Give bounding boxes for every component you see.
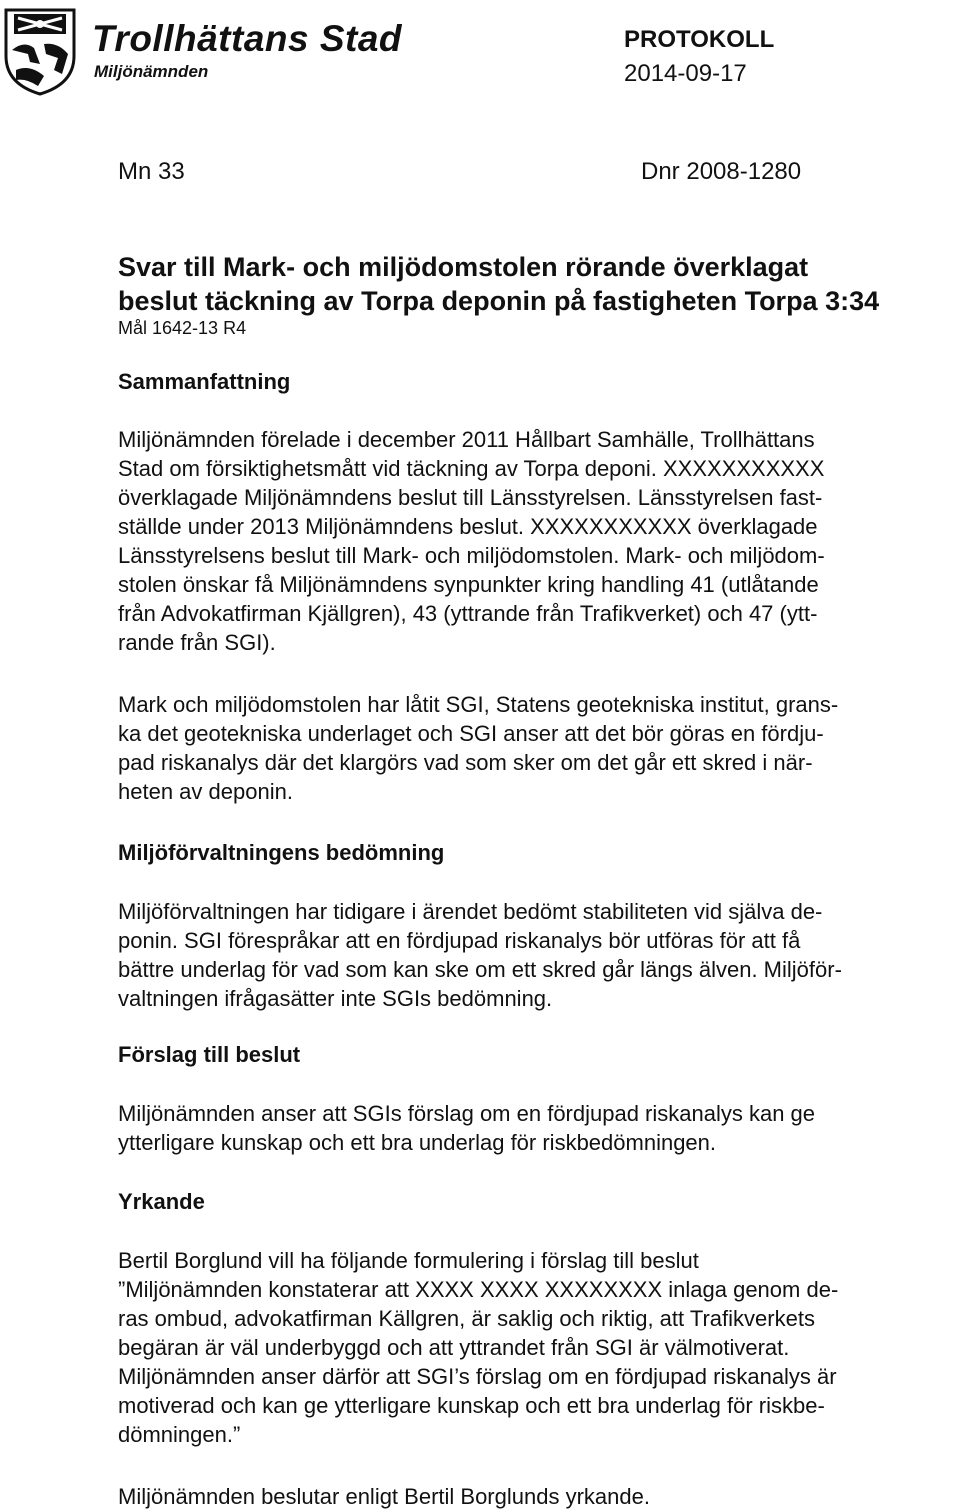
text-line: ytterligare kunskap och ett bra underlag för riskbedömningen. [118, 1130, 717, 1155]
text-line: rande från SGI). [118, 630, 276, 655]
text-line: Bertil Borglund vill ha följande formulering i förslag till beslut [118, 1248, 699, 1273]
city-coat-of-arms-logo [0, 4, 80, 96]
text-line: begäran är väl underbyggd och att yttrandet från SGI är välmotiverat. [118, 1335, 790, 1360]
assessment-heading: Miljöförvaltningens bedömning [118, 840, 445, 865]
text-line: motiverad och kan ge ytterligare kunskap och ett bra underlag för riskbe- [118, 1393, 825, 1418]
title-line: Svar till Mark- och miljödomstolen rörande överklagat [118, 252, 809, 282]
organization-name: Trollhättans Stad [92, 18, 403, 59]
decision-paragraph [118, 1482, 958, 1511]
text-line: ponin. SGI förespråkar att en fördjupad riskanalys bör utföras för att få [118, 928, 801, 953]
text-line: Stad om försiktighetsmått vid täckning av Torpa deponi. XXXXXXXXXXX [118, 456, 825, 481]
text-line: ka det geotekniska underlaget och SGI anser att det bör göras en fördju- [118, 721, 824, 746]
proposal-heading: Förslag till beslut [118, 1042, 301, 1067]
text-line: ras ombud, advokatfirman Källgren, är saklig och riktig, att Trafikverkets [118, 1306, 815, 1331]
document-title [118, 250, 958, 318]
organization-committee: Miljönämnden [94, 62, 209, 81]
proposal-paragraph [118, 1099, 958, 1157]
text-line: dömningen.” [118, 1422, 241, 1447]
text-line: Mark och miljödomstolen har låtit SGI, Statens geotekniska institut, grans- [118, 692, 839, 717]
text-line: från Advokatfirman Kjällgren), 43 (yttrande från Trafikverket) och 47 (ytt- [118, 601, 818, 626]
document-type: PROTOKOLL [624, 26, 775, 53]
assessment-paragraph [118, 897, 958, 1013]
text-line: ”Miljönämnden konstaterar att XXXX XXXX XXXXXXXX inlaga genom de- [118, 1277, 839, 1302]
document-date: 2014-09-17 [624, 60, 747, 87]
text-line: överklagade Miljönämndens beslut till Länsstyrelsen. Länsstyrelsen fast- [118, 485, 823, 510]
title-line: beslut täckning av Torpa deponin på fastigheten Torpa 3:34 [118, 286, 880, 316]
text-line: pad riskanalys där det klargörs vad som sker om det går ett skred i när- [118, 750, 813, 775]
summary-paragraph-2 [118, 690, 958, 806]
case-number: Mål 1642-13 R4 [118, 318, 247, 338]
motion-paragraph [118, 1246, 958, 1449]
text-line: Miljönämnden anser därför att SGI’s förslag om en fördjupad riskanalys är [118, 1364, 837, 1389]
motion-heading: Yrkande [118, 1189, 205, 1214]
text-line: bättre underlag för vad som kan ske om ett skred går längs älven. Miljöför- [118, 957, 842, 982]
diary-number: Dnr 2008-1280 [641, 158, 802, 185]
text-line: stolen önskar få Miljönämndens synpunkter kring handling 41 (utlåtande [118, 572, 819, 597]
text-line: valtningen ifrågasätter inte SGIs bedömning. [118, 986, 553, 1011]
text-line: Miljönämnden anser att SGIs förslag om en fördjupad riskanalys kan ge [118, 1101, 816, 1126]
text-line: ställde under 2013 Miljönämndens beslut. XXXXXXXXXXX överklagade [118, 514, 818, 539]
text-line: heten av deponin. [118, 779, 293, 804]
summary-heading: Sammanfattning [118, 369, 291, 394]
paragraph-number: Mn 33 [118, 158, 185, 185]
text-line: Miljönämnden beslutar enligt Bertil Borglunds yrkande. [118, 1484, 650, 1509]
text-line: Miljöförvaltningen har tidigare i ärendet bedömt stabiliteten vid själva de- [118, 899, 823, 924]
text-line: Länsstyrelsens beslut till Mark- och miljödomstolen. Mark- och miljödom- [118, 543, 825, 568]
summary-paragraph [118, 425, 958, 657]
text-line: Miljönämnden förelade i december 2011 Hållbart Samhälle, Trollhättans [118, 427, 815, 452]
